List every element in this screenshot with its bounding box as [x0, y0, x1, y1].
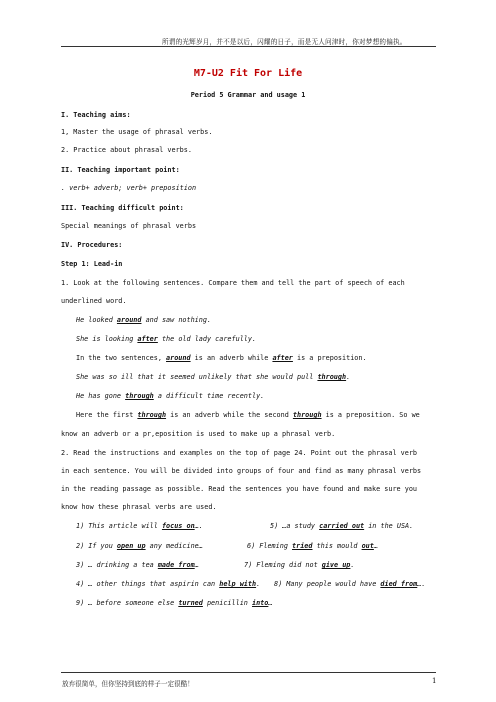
explanation-2 [76, 411, 420, 420]
example-sentence-2 [76, 335, 256, 344]
text: …. [417, 580, 426, 588]
text: is a preposition. [292, 354, 367, 362]
phrasal-example-4 [76, 580, 260, 589]
text: She was so ill that it seemed unlikely that she would pull [76, 373, 318, 381]
text: …. [194, 522, 203, 530]
phrasal-example-9 [76, 599, 272, 608]
important-text: . verb+ adverb; verb+ preposition [61, 184, 197, 192]
text: … [194, 561, 199, 569]
text: In the two sentences, [76, 354, 167, 362]
underlined-word: through [125, 392, 154, 400]
phrasal-example-2 [76, 542, 203, 551]
phrasal-verb: help with [219, 580, 257, 588]
text: the old lady carefully. [157, 335, 257, 343]
text: . [346, 373, 351, 381]
footer-motto: 放弃很简单，但你坚持到底的样子一定很酷！ [62, 680, 194, 688]
text: 3) … drinking a tea [76, 561, 158, 569]
paragraph-1-line-1: 1. Look at the following sentences. Compare them and tell the part of speech of each [61, 279, 405, 287]
underlined-word: through [137, 411, 167, 419]
period-subtitle: Period 5 Grammar and usage 1 [190, 91, 306, 99]
important-heading: II. Teaching important point: [61, 166, 180, 174]
text: … [268, 599, 273, 607]
header-motto: 所谓的光辉岁月，并不是以后，闪耀的日子，而是无人问津时，你对梦想的偏执。 [162, 38, 407, 46]
phrasal-example-7 [244, 561, 355, 570]
footer-rule [61, 672, 436, 673]
example-sentence-4 [76, 392, 264, 401]
difficult-heading: III. Teaching difficult point: [61, 204, 184, 212]
text: this mould [312, 542, 362, 550]
phrasal-verb: made from [157, 561, 195, 569]
text: He looked [76, 316, 117, 324]
header-rule [61, 46, 436, 47]
underlined-word: after [272, 354, 293, 362]
underlined-word: through [292, 411, 322, 419]
example-sentence-1 [76, 316, 211, 325]
phrasal-example-3 [76, 561, 199, 570]
text: 1) This article will [76, 522, 162, 530]
explanation-1 [76, 354, 367, 363]
text: . [350, 561, 355, 569]
text: is a preposition. So we [321, 411, 420, 419]
aim-2: 2. Practice about phrasal verbs. [61, 146, 192, 154]
step1-heading: Step 1: Lead-in [61, 260, 123, 268]
phrasal-example-1 [76, 522, 203, 531]
text: He has gone [76, 392, 126, 400]
aim-1: 1, Master the usage of phrasal verbs. [61, 128, 213, 136]
text: . [256, 580, 261, 588]
phrasal-verb: open up [116, 542, 146, 550]
paragraph-2-line-1: 2. Read the instructions and examples on the top of page 24. Point out the phrasal verb [61, 449, 418, 457]
procedures-heading: IV. Procedures: [61, 241, 123, 249]
text: a difficult time recently. [153, 392, 265, 400]
underlined-word: through [317, 373, 347, 381]
underlined-word: around [166, 354, 191, 362]
phrasal-verb-particle: out [361, 542, 374, 550]
underlined-word: after [137, 335, 158, 343]
example-sentence-3 [76, 373, 350, 382]
phrasal-verb: carried out [319, 522, 365, 530]
phrasal-verb: tried [292, 542, 313, 550]
document-title: M7-U2 Fit For Life [193, 68, 303, 79]
aims-heading: I. Teaching aims: [61, 111, 131, 119]
phrasal-example-6 [247, 542, 378, 551]
phrasal-verb: give up [321, 561, 351, 569]
text: any medicine… [145, 542, 203, 550]
text: penicillin [202, 599, 252, 607]
paragraph-2-line-4: know how these phrasal verbs are used. [61, 503, 217, 511]
text: 5) …a study [270, 522, 320, 530]
paragraph-2-line-2: in each sentence. You will be divided into groups of four and find as many phrasal verbs [61, 467, 422, 475]
text: 8) Many people would have [274, 580, 381, 588]
text: 7) Fleming did not [244, 561, 322, 569]
text: is an adverb while the second [166, 411, 293, 419]
phrasal-example-5 [270, 522, 413, 531]
phrasal-verb: focus on [161, 522, 195, 530]
text: and saw nothing. [141, 316, 212, 324]
text: She is looking [76, 335, 138, 343]
text: 9) … before someone else [76, 599, 179, 607]
difficult-text: Special meanings of phrasal verbs [61, 222, 197, 230]
text: in the USA. [364, 522, 414, 530]
phrasal-verb: died from [380, 580, 418, 588]
text: … [373, 542, 378, 550]
phrasal-verb: turned [178, 599, 203, 607]
paragraph-1-line-2: underlined word. [61, 297, 127, 305]
text: is an adverb while [190, 354, 273, 362]
phrasal-example-8 [274, 580, 425, 589]
phrasal-verb-particle: into [251, 599, 269, 607]
underlined-word: around [116, 316, 142, 324]
text: 6) Fleming [247, 542, 293, 550]
text: 4) … other things that aspirin can [76, 580, 220, 588]
paragraph-2-line-3: in the reading passage as possible. Read the sentences you have found and make sure you [61, 485, 418, 493]
text: 2) If you [76, 542, 117, 550]
page-number: 1 [432, 677, 437, 685]
explanation-2-line-2: know an adverb or a pr,eposition is used to make up a phrasal verb. [61, 430, 336, 438]
text: Here the first [76, 411, 138, 419]
